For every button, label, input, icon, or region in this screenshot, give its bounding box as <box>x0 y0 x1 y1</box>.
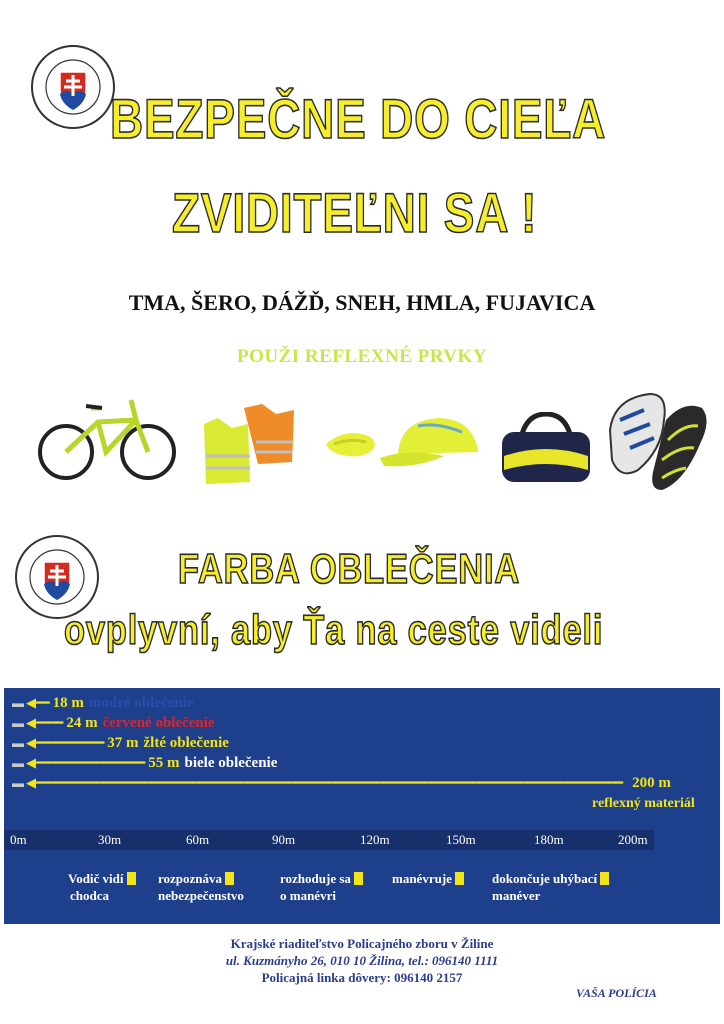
scale-tick: 30m <box>98 832 122 847</box>
arrow-icon: ◀━━ <box>26 695 49 711</box>
row-label: červené oblečenie <box>102 714 215 731</box>
visibility-panel <box>4 688 720 924</box>
arrow-icon: ◀━━━━━━━━━━ <box>26 735 104 751</box>
section-subtitle: ovplyvní, aby Ťa na ceste videli <box>64 606 604 653</box>
bag-icon <box>498 412 594 486</box>
visibility-row <box>12 714 215 732</box>
bicycle-icon <box>36 392 178 484</box>
arrow-icon: ◀━━━━━━━━━━━━━━━━ <box>26 755 145 771</box>
car-icon: ▬ <box>12 695 24 710</box>
scale-tick: 180m <box>534 832 564 847</box>
row-distance: 37 m <box>107 734 139 751</box>
signature: VAŠA POLÍCIA <box>576 986 657 1000</box>
arrow-icon: ◀━━━━━━━━━━━━━━━━━━━━━━━━━━━━━━━━━━━━━━━━━━━━━━━━━━━━━━━━━━━━━━━━━━━━━━━━━━━━━━━━━━━━━━ <box>26 775 623 791</box>
pedestrian-icon <box>225 872 234 885</box>
visibility-row <box>12 774 671 792</box>
row-distance: 55 m <box>148 754 180 771</box>
scale-tick: 150m <box>446 832 476 847</box>
footer-address: ul. Kuzmányho 26, 010 10 Žilina, tel.: 096140 1111 <box>225 953 499 968</box>
distance-scale <box>4 830 654 850</box>
scale-tick: 120m <box>360 832 390 847</box>
pedestrian-icon <box>127 872 136 885</box>
scale-tick: 200m <box>618 832 648 847</box>
car-icon: ▬ <box>12 735 24 750</box>
visibility-row <box>12 754 277 772</box>
main-title-line1: BEZPEČNE DO CIEĽA <box>110 87 607 150</box>
car-icon: ▬ <box>12 715 24 730</box>
reflex-cta: POUŽI REFLEXNÉ PRVKY <box>236 346 487 367</box>
row-label: modré oblečenie <box>88 694 194 711</box>
stage-item: Vodič vidí chodca <box>68 870 136 904</box>
row-distance: 24 m <box>66 714 98 731</box>
footer-org: Krajské riaditeľstvo Policajného zboru v Žiline <box>230 936 494 951</box>
pedestrian-icon <box>354 872 363 885</box>
row-label: biele oblečenie <box>184 754 278 771</box>
main-title-line2: ZVIDITEĽNI SA ! <box>172 181 538 244</box>
row-distance: 18 m <box>52 694 84 711</box>
visibility-row <box>12 734 229 752</box>
row-label-reflex: reflexný materiál <box>592 796 695 811</box>
reflective-vest-icon <box>200 402 296 486</box>
arrow-icon: ◀━━━━ <box>26 715 63 731</box>
pedestrian-icon <box>455 872 464 885</box>
shoe-icon <box>604 390 712 494</box>
row-label: žlté oblečenie <box>143 734 229 751</box>
footer-hotline: Policajná linka dôvery: 096140 2157 <box>261 970 463 985</box>
scale-tick: 90m <box>272 832 296 847</box>
scale-tick: 60m <box>186 832 210 847</box>
car-icon: ▬ <box>12 775 24 790</box>
row-distance: 200 m <box>632 774 671 791</box>
pedestrian-icon <box>600 872 609 885</box>
stage-item: rozpoznáva nebezpečenstvo <box>158 871 244 903</box>
cap-icon <box>378 412 492 472</box>
reflective-band-icon <box>322 426 382 462</box>
car-icon: ▬ <box>12 755 24 770</box>
section-title: FARBA OBLEČENIA <box>178 545 521 592</box>
police-seal-logo <box>30 44 116 130</box>
stage-item: rozhoduje sa o manévri <box>280 870 363 904</box>
weather-conditions: TMA, ŠERO, DÁŽĎ, SNEH, HMLA, FUJAVICA <box>128 290 596 315</box>
scale-tick: 0m <box>10 832 27 847</box>
stage-item: manévruje <box>392 870 464 887</box>
visibility-row <box>12 694 193 712</box>
stage-item: dokončuje uhýbací manéver <box>492 870 609 904</box>
